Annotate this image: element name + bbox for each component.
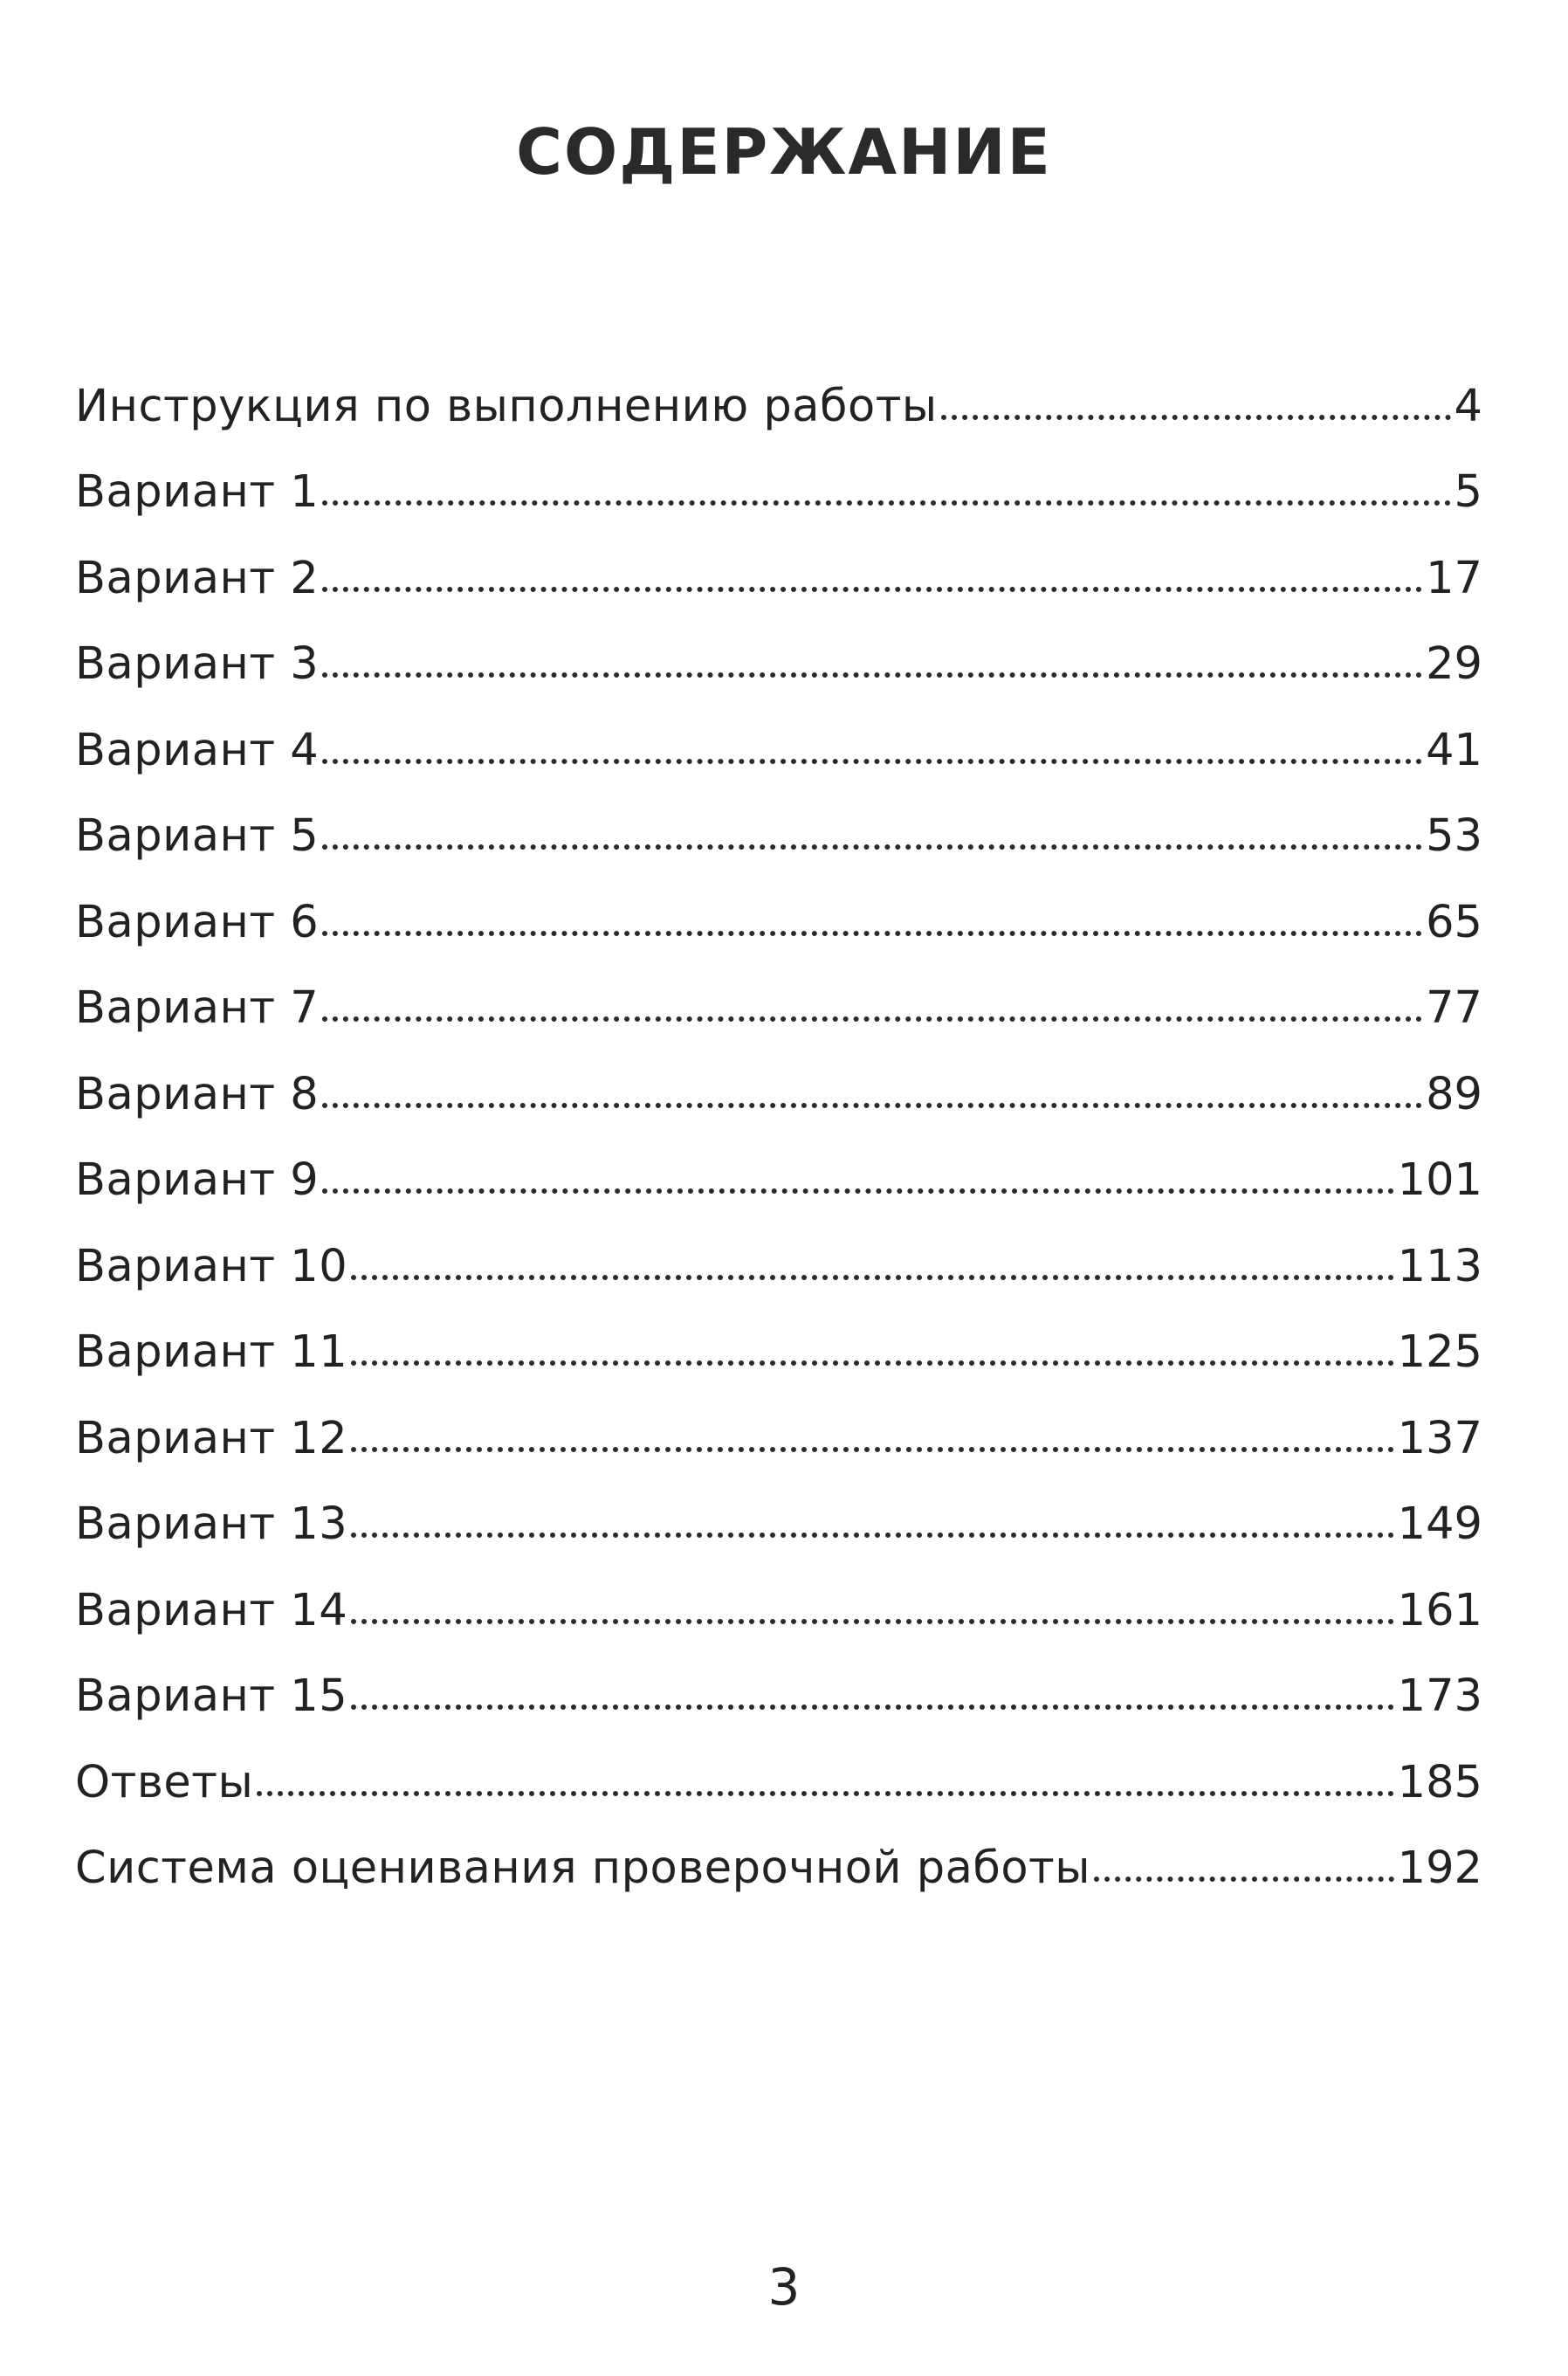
toc-entry-page: 17: [1426, 552, 1482, 604]
toc-entry: [75, 1117, 1482, 1206]
toc-entry-page: 89: [1426, 1068, 1482, 1120]
dot-leader: [322, 844, 1422, 850]
dot-leader: [351, 1532, 1393, 1538]
page-title: СОДЕРЖАНИЕ: [516, 115, 1052, 189]
toc-entry: [75, 945, 1482, 1034]
toc-entry-label: Система оценивания проверочной работы: [75, 1842, 1091, 1894]
toc-entry: [75, 1546, 1482, 1636]
toc-entry-page: 161: [1397, 1584, 1482, 1636]
toc-entry-page: 29: [1426, 638, 1482, 690]
toc-entry-page: 53: [1426, 810, 1482, 862]
toc-entry-label: Вариант 3: [75, 638, 320, 690]
toc-entry-page: 77: [1426, 982, 1482, 1034]
toc-entry-label: Инструкция по выполнению работы: [75, 380, 938, 432]
dot-leader: [322, 931, 1422, 936]
dot-leader: [351, 1275, 1393, 1280]
toc-entry-label: Вариант 11: [75, 1326, 348, 1378]
toc-entry-page: 113: [1397, 1240, 1482, 1292]
dot-leader: [322, 1016, 1422, 1022]
toc-entry-page: 125: [1397, 1326, 1482, 1378]
toc-entry: [75, 514, 1482, 604]
toc-entry-label: Вариант 7: [75, 982, 320, 1034]
toc-entry-label: Вариант 15: [75, 1670, 348, 1722]
toc-entry-page: 137: [1397, 1412, 1482, 1464]
toc-entry-page: 173: [1397, 1670, 1482, 1722]
dot-leader: [322, 1103, 1422, 1108]
toc-entry-label: Вариант 1: [75, 466, 320, 518]
dot-leader: [322, 500, 1450, 506]
toc-entry-label: Вариант 9: [75, 1154, 320, 1206]
toc-entry: [75, 1805, 1482, 1894]
toc-entry-page: 5: [1454, 466, 1482, 518]
toc-entry: [75, 1030, 1482, 1120]
toc-entry-label: Вариант 10: [75, 1240, 348, 1292]
toc-entry-label: Вариант 6: [75, 896, 320, 948]
toc-entry-page: 185: [1397, 1756, 1482, 1808]
page-number: 3: [767, 2257, 801, 2317]
dot-leader: [351, 1705, 1393, 1710]
toc-entry: [75, 429, 1482, 518]
dot-leader: [257, 1791, 1393, 1796]
dot-leader: [322, 587, 1422, 592]
toc-entry: [75, 686, 1482, 776]
toc-entry: [75, 773, 1482, 862]
dot-leader: [1094, 1877, 1394, 1882]
table-of-contents: [75, 342, 1482, 1894]
toc-entry-page: 192: [1397, 1842, 1482, 1894]
toc-entry: [75, 1718, 1482, 1808]
toc-entry: [75, 1374, 1482, 1464]
toc-entry: [75, 858, 1482, 948]
dot-leader: [322, 672, 1422, 678]
dot-leader: [322, 759, 1422, 764]
toc-entry-page: 41: [1426, 724, 1482, 776]
dot-leader: [322, 1188, 1393, 1194]
toc-entry-page: 149: [1397, 1498, 1482, 1550]
dot-leader: [351, 1619, 1393, 1624]
toc-entry: [75, 1202, 1482, 1292]
toc-entry: [75, 342, 1482, 432]
toc-entry-label: Вариант 14: [75, 1584, 348, 1636]
dot-leader: [941, 415, 1451, 420]
dot-leader: [351, 1360, 1393, 1366]
dot-leader: [351, 1447, 1393, 1452]
toc-entry-label: Вариант 5: [75, 810, 320, 862]
toc-entry-label: Вариант 8: [75, 1068, 320, 1120]
toc-entry: [75, 1461, 1482, 1550]
toc-entry-label: Вариант 13: [75, 1498, 348, 1550]
toc-entry: [75, 601, 1482, 690]
toc-entry-label: Вариант 4: [75, 724, 320, 776]
toc-entry-page: 4: [1454, 380, 1482, 432]
toc-entry: [75, 1633, 1482, 1722]
toc-entry-label: Вариант 2: [75, 552, 320, 604]
toc-entry: [75, 1289, 1482, 1378]
toc-entry-page: 101: [1397, 1154, 1482, 1206]
toc-entry-page: 65: [1426, 896, 1482, 948]
toc-entry-label: Ответы: [75, 1756, 254, 1808]
toc-entry-label: Вариант 12: [75, 1412, 348, 1464]
